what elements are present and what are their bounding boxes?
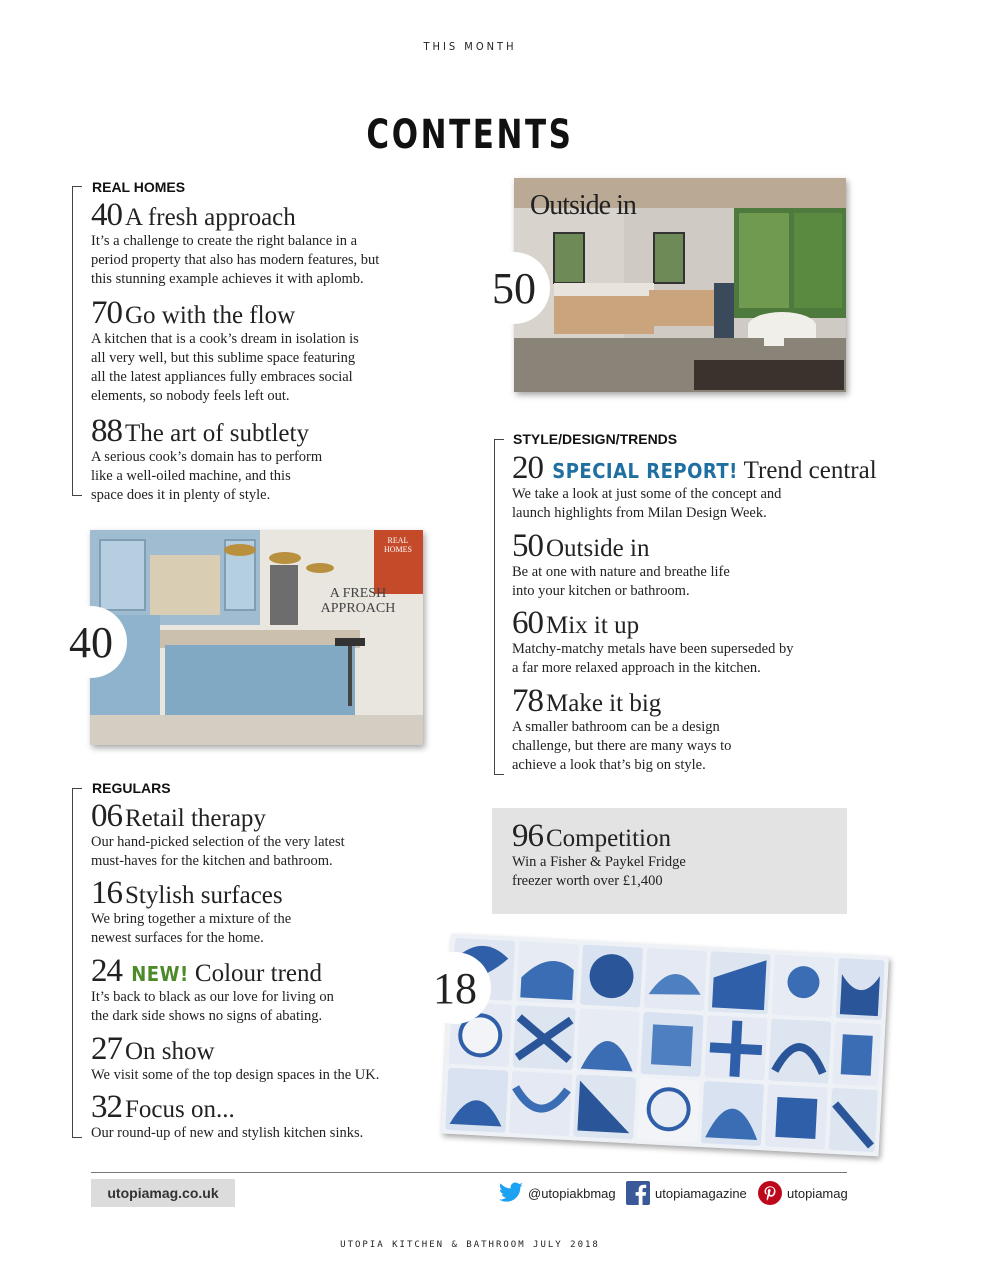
entry-title: Competition [546,825,671,852]
page-number: 20 [512,450,543,486]
section-kicker: THIS MONTH [423,40,517,53]
contents-entry-27[interactable] [91,1031,380,1085]
entry-title: Colour trend [194,960,322,987]
page-number: 88 [91,413,122,449]
entry-title: A fresh approach [125,204,296,231]
entry-desc: A kitchen that is a cook’s dream in isolation is all very well, but this sublime space featuring all the latest appliances fully embraces social elements, so nobody feels left out. [91,331,359,404]
entry-title: Retail therapy [125,805,266,832]
contents-entry-78[interactable] [512,683,732,775]
bathroom-thumbnail[interactable] [514,178,846,392]
page-badge-50: 50 [478,252,550,324]
entry-desc: A smaller bathroom can be a design challenge, but there are many ways to achieve a look that’s big on style. [512,719,732,773]
contents-entry-06[interactable] [91,798,345,871]
entry-title: The art of subtlety [125,420,309,447]
twitter-link[interactable] [498,1182,616,1204]
facebook-link[interactable] [626,1181,747,1205]
entry-desc: Our round-up of new and stylish kitchen sinks. [91,1125,364,1141]
pinterest-handle: utopiamag [787,1185,848,1201]
entry-desc: We bring together a mixture of the newest surfaces for the home. [91,911,292,946]
blue-tiles-image [441,934,889,1157]
entry-title: Stylish surfaces [125,882,283,909]
style-design-bracket [494,439,495,775]
website-link[interactable]: utopiamag.co.uk [91,1179,235,1207]
bathroom-headline: Outside in [530,190,636,221]
contents-entry-20[interactable] [512,450,877,523]
real-homes-badge: REAL HOMES [383,536,412,554]
page-number: 16 [91,875,122,911]
page-number: 60 [512,605,543,641]
entry-desc: Be at one with nature and breathe life into your kitchen or bathroom. [512,564,730,599]
page-number: 24 [91,953,122,989]
entry-title: Outside in [546,535,650,562]
entry-desc: Matchy-matchy metals have been superseded by a far more relaxed approach in the kitchen. [512,641,794,676]
contents-entry-16[interactable] [91,875,292,948]
contents-entry-24[interactable] [91,953,334,1026]
page-number: 96 [512,818,543,854]
kitchen-thumbnail[interactable] [90,530,423,745]
real-homes-heading: REAL HOMES [92,179,186,195]
page-badge-40: 40 [55,606,127,678]
entry-title: On show [125,1038,215,1065]
entry-title: Mix it up [546,612,640,639]
page-badge-18: 18 [419,952,491,1024]
competition-box[interactable] [492,808,847,914]
contents-entry-40[interactable] [91,197,380,289]
twitter-icon [498,1182,524,1204]
twitter-handle: @utopiakbmag [528,1185,616,1201]
contents-entry-88[interactable] [91,413,323,505]
entry-title: Trend central [743,457,877,484]
entry-title: Make it big [546,690,662,717]
entry-desc: We visit some of the top design spaces in the UK. [91,1067,380,1083]
style-design-heading: STYLE/DESIGN/TRENDS [513,431,678,447]
page-number: 50 [512,528,543,564]
entry-desc: Our hand-picked selection of the very latest must-haves for the kitchen and bathroom. [91,834,345,869]
entry-desc: A serious cook’s domain has to perform like a well-oiled machine, and this space does it in plenty of style. [91,449,323,503]
pinterest-link[interactable] [758,1181,848,1205]
kitchen-headline: A FRESH APPROACH [320,586,396,616]
contents-entry-70[interactable] [91,295,359,406]
page-title: CONTENTS [366,112,574,158]
page-number: 70 [91,295,122,331]
entry-desc: We take a look at just some of the concept and launch highlights from Milan Design Week. [512,486,782,521]
page-number: 32 [91,1089,122,1125]
regulars-bracket [72,788,73,1138]
issue-footer: UTOPIA KITCHEN & BATHROOM JULY 2018 [340,1240,600,1250]
new-tag: NEW! [131,962,189,986]
contents-entry-60[interactable] [512,605,794,678]
entry-desc: It’s back to black as our love for living on the dark side shows no signs of abating. [91,989,334,1024]
tiles-thumbnail[interactable] [441,934,889,1157]
special-report-tag: SPECIAL REPORT! [552,459,738,483]
regulars-heading: REGULARS [92,780,171,796]
contents-entry-32[interactable] [91,1089,364,1143]
entry-desc: Win a Fisher & Paykel Fridge freezer worth over £1,400 [512,854,686,889]
pinterest-icon [758,1181,782,1205]
footer-divider [91,1172,847,1173]
kitchen-image [90,530,423,745]
facebook-icon [626,1181,650,1205]
real-homes-bracket [72,186,73,496]
entry-title: Focus on... [125,1096,235,1123]
page-number: 40 [91,197,122,233]
entry-desc: It’s a challenge to create the right balance in a period property that also has modern features, but this stunning example achieves it with aplomb. [91,233,380,287]
page-number: 78 [512,683,543,719]
page-number: 27 [91,1031,122,1067]
facebook-handle: utopiamagazine [655,1185,747,1201]
entry-title: Go with the flow [125,302,296,329]
page-number: 06 [91,798,122,834]
contents-entry-50[interactable] [512,528,730,601]
